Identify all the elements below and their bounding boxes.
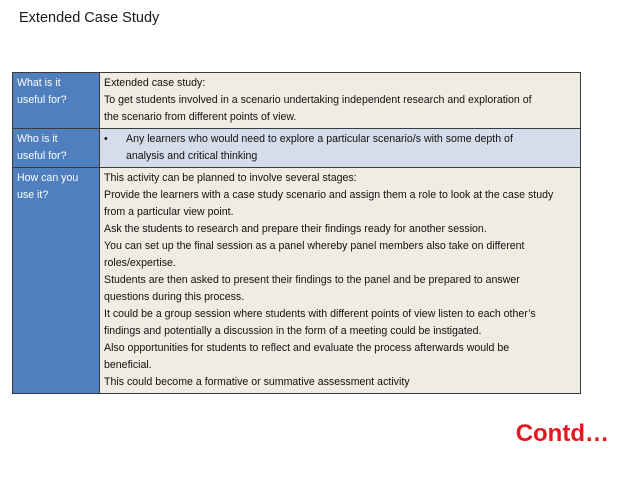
table-row — [13, 73, 581, 129]
content-line: Also opportunities for students to reflect and evaluate the process afterwards would be — [104, 342, 510, 354]
content-line: Students are then asked to present their findings to the panel and be prepared to answer — [104, 274, 520, 286]
content-line: It could be a group session where students with different points of view listen to each other’s — [104, 308, 536, 320]
label-line: use it? — [17, 189, 49, 201]
row-label-who — [13, 129, 100, 168]
slide-title: Extended Case Study — [19, 10, 160, 26]
content-line: beneficial. — [104, 359, 152, 371]
content-line: from a particular view point. — [104, 206, 234, 218]
table-row — [13, 168, 581, 394]
content-line: Provide the learners with a case study scenario and assign them a role to look at the case study — [104, 189, 554, 201]
continued-label: Contd… — [515, 420, 609, 447]
content-line: findings and potentially a discussion in the form of a meeting could be instigated. — [104, 325, 482, 337]
content-line: You can set up the final session as a panel whereby panel members also take on different — [104, 240, 525, 252]
row-content-what — [100, 73, 581, 129]
content-line: Any learners who would need to explore a particular scenario/s with some depth of — [126, 133, 513, 145]
bullet-icon: • — [104, 133, 108, 145]
row-content-how — [100, 168, 581, 394]
content-line: This could become a formative or summative assessment activity — [104, 376, 410, 388]
content-line: Extended case study: — [104, 77, 206, 89]
content-line: analysis and critical thinking — [126, 150, 258, 162]
label-line: How can you — [17, 172, 79, 184]
label-line: What is it — [17, 77, 61, 89]
content-line: the scenario from different points of view. — [104, 111, 297, 123]
content-line: questions during this process. — [104, 291, 245, 303]
bullet-item — [104, 131, 576, 165]
content-line: To get students involved in a scenario undertaking independent research and exploration of — [104, 94, 532, 106]
label-line: Who is it — [17, 133, 58, 145]
label-line: useful for? — [17, 150, 67, 162]
row-label-how — [13, 168, 100, 394]
case-study-table — [12, 72, 581, 394]
row-content-who — [100, 129, 581, 168]
content-line: This activity can be planned to involve several stages: — [104, 172, 357, 184]
content-line: Ask the students to research and prepare their findings ready for another session. — [104, 223, 487, 235]
table-row — [13, 129, 581, 168]
content-line: roles/expertise. — [104, 257, 176, 269]
row-label-what — [13, 73, 100, 129]
label-line: useful for? — [17, 94, 67, 106]
